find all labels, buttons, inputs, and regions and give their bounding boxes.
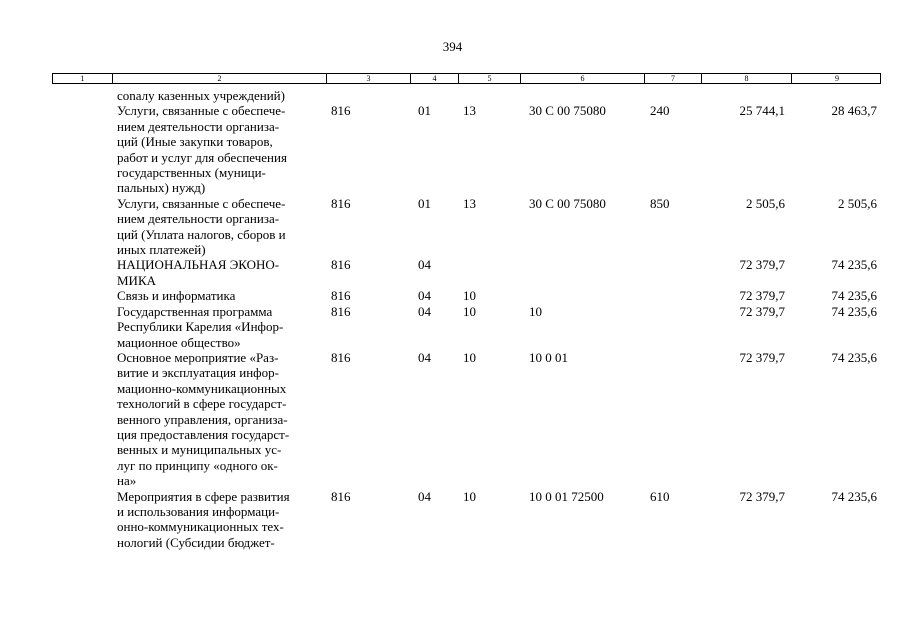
header-col-4: 4 — [411, 74, 459, 84]
row-description — [117, 304, 327, 350]
description-line: и использования информаци- — [117, 503, 280, 519]
header-col-2: 2 — [113, 74, 327, 84]
cell-c9: 74 235,6 — [831, 349, 877, 365]
cell-c6: 10 0 01 — [529, 349, 568, 365]
cell-c5: 10 — [463, 349, 476, 365]
cell-c4: 01 — [418, 195, 431, 211]
cell-c9: 74 235,6 — [831, 303, 877, 319]
description-line: ций (Уплата налогов, сборов и — [117, 226, 286, 242]
cell-c9: 74 235,6 — [831, 488, 877, 504]
cell-c6: 30 С 00 75080 — [529, 103, 606, 119]
header-col-1: 1 — [53, 74, 113, 84]
cell-c8: 72 379,7 — [739, 303, 785, 319]
description-line: онно-коммуникационных тех- — [117, 519, 284, 535]
description-line: технологий в сфере государст- — [117, 396, 287, 412]
description-line: ций (Иные закупки товаров, — [117, 134, 273, 150]
description-line: НАЦИОНАЛЬНАЯ ЭКОНО- — [117, 257, 280, 273]
description-line: МИКА — [117, 272, 157, 288]
description-line: Услуги, связанные с обеспече- — [117, 195, 286, 211]
table-row — [0, 489, 905, 551]
description-line: мационное общество» — [117, 334, 241, 350]
cell-c3: 816 — [331, 195, 351, 211]
page-number: 394 — [442, 39, 463, 54]
header-col-8: 8 — [702, 74, 792, 84]
cell-c8: 72 379,7 — [739, 488, 785, 504]
cell-c3: 816 — [331, 103, 351, 119]
description-line: работ и услуг для обеспечения — [117, 149, 287, 165]
description-line: витие и эксплуатация инфор- — [117, 365, 279, 381]
cell-c6: 30 С 00 75080 — [529, 195, 606, 211]
cell-c9: 74 235,6 — [831, 288, 877, 304]
cell-c5: 13 — [463, 103, 476, 119]
row-description — [117, 489, 327, 551]
table-header — [52, 73, 881, 84]
cell-c5: 10 — [463, 288, 476, 304]
table-row — [0, 88, 905, 103]
table-row — [0, 103, 905, 195]
description-line: иных платежей) — [117, 242, 206, 258]
cell-c8: 72 379,7 — [739, 288, 785, 304]
cell-c9: 74 235,6 — [831, 257, 877, 273]
cell-c5: 10 — [463, 303, 476, 319]
header-col-3: 3 — [327, 74, 411, 84]
description-line: Услуги, связанные с обеспече- — [117, 103, 286, 119]
header-col-6: 6 — [521, 74, 645, 84]
table-row — [0, 304, 905, 350]
description-line: венных и муниципальных ус- — [117, 442, 282, 458]
cell-c8: 72 379,7 — [739, 349, 785, 365]
description-line: венного управления, организа- — [117, 411, 288, 427]
row-description — [117, 88, 327, 103]
cell-c7: 240 — [650, 103, 670, 119]
table-row — [0, 288, 905, 303]
cell-c5: 10 — [463, 488, 476, 504]
description-line: нием деятельности организа- — [117, 211, 280, 227]
header-col-7: 7 — [645, 74, 702, 84]
cell-c8: 72 379,7 — [739, 257, 785, 273]
row-description — [117, 288, 327, 303]
description-line: сonалу казенных учреждений) — [117, 88, 285, 103]
description-line: на» — [117, 473, 137, 489]
table-row — [0, 350, 905, 489]
description-line: Связь и информатика — [117, 288, 236, 304]
cell-c3: 816 — [331, 288, 351, 304]
description-line: Основное мероприятие «Раз- — [117, 349, 279, 365]
description-line: Республики Карелия «Инфор- — [117, 319, 284, 335]
cell-c4: 04 — [418, 303, 431, 319]
row-description — [117, 350, 327, 489]
row-description — [117, 103, 327, 195]
description-line: пальных) нужд) — [117, 180, 206, 196]
description-line: государственных (муници- — [117, 165, 266, 181]
description-line: мационно-коммуникационных — [117, 380, 287, 396]
table-body — [0, 88, 905, 550]
table-row — [0, 196, 905, 258]
cell-c3: 816 — [331, 488, 351, 504]
description-line: Государственная программа — [117, 303, 273, 319]
cell-c4: 04 — [418, 349, 431, 365]
cell-c3: 816 — [331, 257, 351, 273]
description-line: нием деятельности организа- — [117, 118, 280, 134]
cell-c6: 10 — [529, 303, 542, 319]
cell-c8: 2 505,6 — [746, 195, 785, 211]
cell-c7: 850 — [650, 195, 670, 211]
header-col-5: 5 — [459, 74, 521, 84]
description-line: луг по принципу «одного ок- — [117, 457, 278, 473]
cell-c4: 04 — [418, 488, 431, 504]
cell-c4: 04 — [418, 257, 431, 273]
cell-c6: 10 0 01 72500 — [529, 488, 604, 504]
cell-c9: 28 463,7 — [831, 103, 877, 119]
cell-c3: 816 — [331, 303, 351, 319]
description-line: нологий (Субсидии бюджет- — [117, 534, 275, 550]
cell-c5: 13 — [463, 195, 476, 211]
row-description — [117, 257, 327, 288]
cell-c8: 25 744,1 — [739, 103, 785, 119]
description-line: ция предоставления государст- — [117, 426, 290, 442]
table-row — [0, 257, 905, 288]
header-col-9: 9 — [835, 74, 839, 83]
cell-c9: 2 505,6 — [838, 195, 877, 211]
cell-c3: 816 — [331, 349, 351, 365]
cell-c4: 01 — [418, 103, 431, 119]
cell-c7: 610 — [650, 488, 670, 504]
cell-c4: 04 — [418, 288, 431, 304]
description-line: Мероприятия в сфере развития — [117, 488, 290, 504]
row-description — [117, 196, 327, 258]
